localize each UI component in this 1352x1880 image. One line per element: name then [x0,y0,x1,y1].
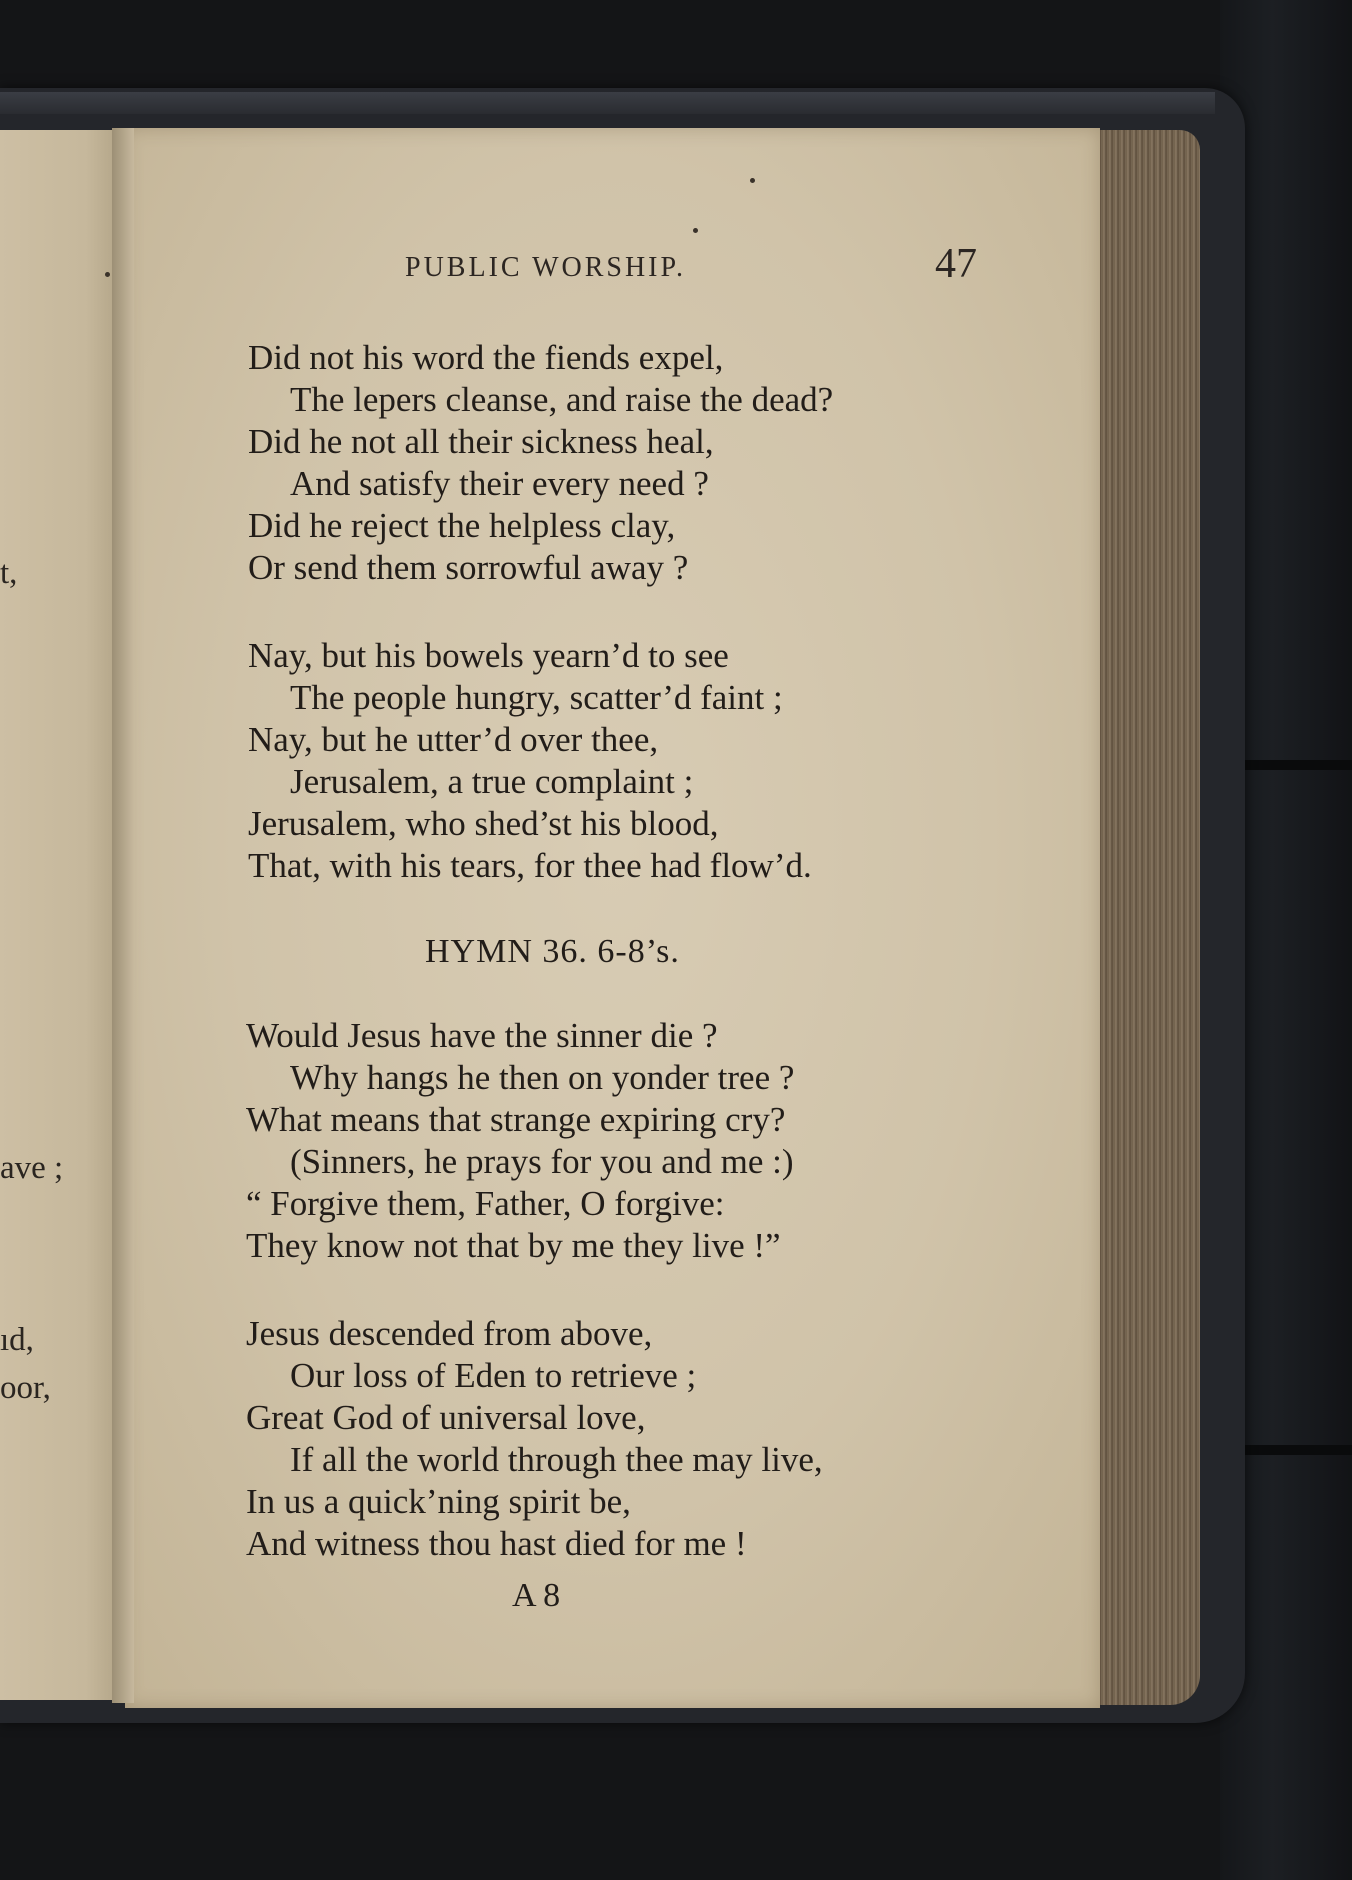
verse-line: The lepers cleanse, and raise the dead? [290,380,834,419]
verse-line: Did he not all their sickness heal, [248,422,714,461]
verse-line: The people hungry, scatter’d faint ; [290,678,783,717]
left-page-fragment: ıd, [0,1322,34,1358]
verse-line: If all the world through thee may live, [290,1440,823,1479]
left-page-fragment: t, [0,555,18,591]
signature-mark: A 8 [512,1577,561,1614]
verse-line: Great God of universal love, [246,1398,646,1437]
hymn-heading: HYMN 36. 6-8’s. [425,933,680,970]
verse-line: Jesus descended from above, [246,1314,653,1353]
verse-line: Would Jesus have the sinner die ? [246,1016,718,1055]
verse-line: (Sinners, he prays for you and me :) [290,1142,794,1181]
backdrop-seam [1230,1445,1352,1455]
left-page [0,130,122,1700]
verse-line: “ Forgive them, Father, O forgive: [246,1184,725,1223]
verse-line: Did he reject the helpless clay, [248,506,676,545]
print-speck [105,272,110,277]
verse-line: Our loss of Eden to retrieve ; [290,1356,697,1395]
verse-line: That, with his tears, for thee had flow’d. [248,846,812,885]
verse-line: Or send them sorrowful away ? [248,548,689,587]
verse-line: And witness thou hast died for me ! [246,1524,747,1563]
verse-line: Nay, but his bowels yearn’d to see [248,636,729,675]
verse-line: Jerusalem, a true complaint ; [290,762,694,801]
print-speck [750,178,755,183]
book-gutter [112,128,134,1703]
left-page-fragment: oor, [0,1370,51,1406]
page-edges [1090,130,1200,1705]
verse-line: Did not his word the fiends expel, [248,338,724,377]
running-head: PUBLIC WORSHIP. [405,252,686,283]
verse-line: And satisfy their every need ? [290,464,709,503]
page-number: 47 [935,241,977,287]
verse-line: Why hangs he then on yonder tree ? [290,1058,795,1097]
print-speck [693,228,698,233]
verse-line: They know not that by me they live !” [246,1226,781,1265]
cover-edge-top [0,92,1215,114]
backdrop-seam [1230,760,1352,770]
verse-line: Jerusalem, who shed’st his blood, [248,804,719,843]
verse-line: In us a quick’ning spirit be, [246,1482,631,1521]
left-page-fragment: ave ; [0,1150,64,1186]
verse-line: Nay, but he utter’d over thee, [248,720,659,759]
verse-line: What means that strange expiring cry? [246,1100,786,1139]
